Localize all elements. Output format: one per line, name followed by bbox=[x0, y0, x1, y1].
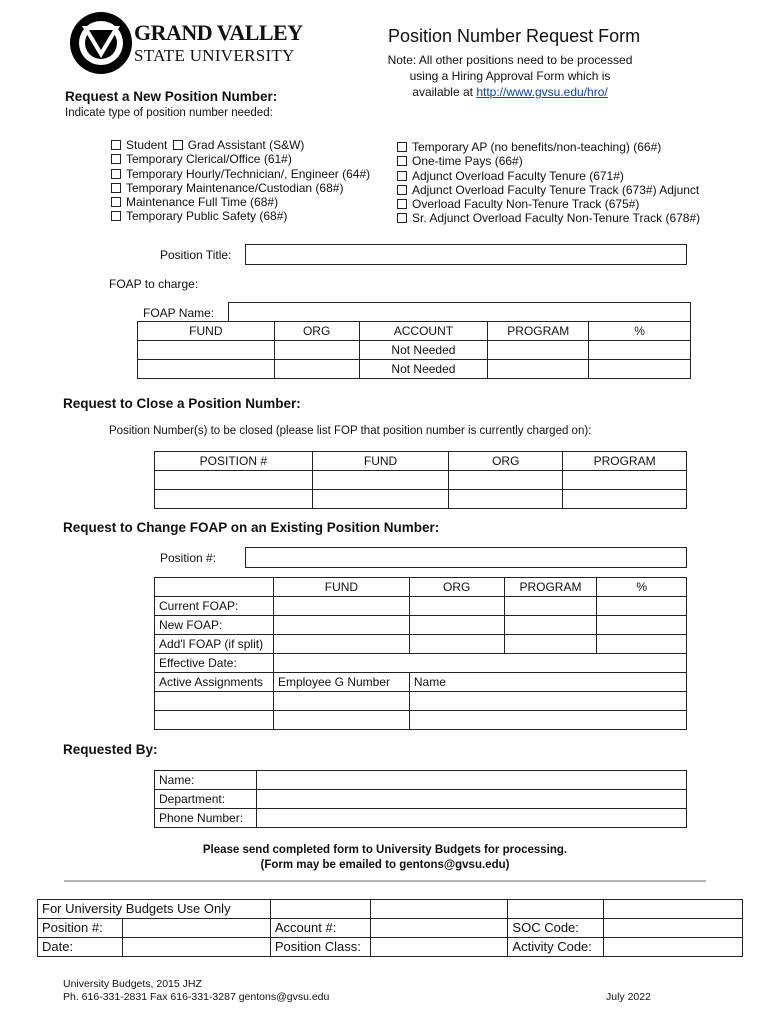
foap-to-charge-label: FOAP to charge: bbox=[109, 277, 199, 291]
option-row bbox=[111, 167, 370, 181]
header-org: ORG bbox=[409, 578, 504, 597]
cell bbox=[604, 900, 743, 919]
cell[interactable] bbox=[409, 597, 504, 616]
checkbox-grad-assistant[interactable] bbox=[173, 140, 183, 150]
cell[interactable] bbox=[312, 471, 449, 490]
checkbox-adjunct-tenure[interactable] bbox=[397, 171, 407, 181]
row-label: Active Assignments bbox=[155, 673, 274, 692]
header-program: PROGRAM bbox=[488, 322, 589, 341]
checkbox-temp-ap[interactable] bbox=[397, 142, 407, 152]
blank-cell bbox=[155, 578, 274, 597]
position-number-input[interactable] bbox=[245, 547, 687, 568]
position-input[interactable] bbox=[122, 919, 270, 938]
requested-by-heading: Requested By: bbox=[63, 742, 158, 757]
program-cell[interactable] bbox=[488, 341, 589, 360]
cell[interactable] bbox=[504, 635, 597, 654]
phone-input[interactable] bbox=[256, 809, 686, 828]
effective-date-cell[interactable] bbox=[273, 654, 686, 673]
gvsu-logo-icon bbox=[68, 10, 134, 76]
header-fund: FUND bbox=[312, 452, 449, 471]
fund-cell[interactable] bbox=[138, 341, 275, 360]
cell[interactable] bbox=[273, 597, 409, 616]
table-row bbox=[138, 341, 691, 360]
cell[interactable] bbox=[155, 471, 313, 490]
option-row bbox=[111, 209, 370, 223]
row-label: SOC Code: bbox=[508, 919, 604, 938]
checkbox-temp-clerical[interactable] bbox=[111, 154, 121, 164]
program-cell[interactable] bbox=[488, 360, 589, 379]
row-label: Current FOAP: bbox=[155, 597, 274, 616]
table-row bbox=[38, 938, 743, 957]
send-note bbox=[150, 843, 620, 873]
fund-cell[interactable] bbox=[138, 360, 275, 379]
logo-line2: STATE UNIVERSITY bbox=[134, 46, 295, 65]
note-line2: using a Hiring Approval Form which is bbox=[409, 69, 611, 83]
option-row bbox=[397, 154, 700, 168]
row-label: Position #: bbox=[38, 919, 123, 938]
option-row bbox=[111, 195, 370, 209]
note-line3 bbox=[366, 84, 654, 100]
table-row bbox=[155, 790, 687, 809]
header-org: ORG bbox=[274, 322, 359, 341]
cell[interactable] bbox=[409, 616, 504, 635]
option-row bbox=[397, 183, 700, 197]
table-row bbox=[155, 692, 687, 711]
budgets-title: For University Budgets Use Only bbox=[38, 900, 271, 919]
right-options bbox=[397, 140, 700, 226]
close-instruction: Position Number(s) to be closed (please list FOP that position number is currently charged on): bbox=[109, 425, 592, 437]
option-row bbox=[111, 181, 370, 195]
checkbox-maintenance-full-time[interactable] bbox=[111, 197, 121, 207]
checkbox-non-tenure-track[interactable] bbox=[397, 199, 407, 209]
table-row bbox=[155, 771, 687, 790]
table-row bbox=[138, 360, 691, 379]
name-input[interactable] bbox=[256, 771, 686, 790]
cell[interactable] bbox=[563, 490, 687, 509]
foap-name-input[interactable] bbox=[228, 302, 691, 322]
checkbox-temp-maintenance[interactable] bbox=[111, 183, 121, 193]
cell[interactable] bbox=[597, 635, 687, 654]
row-label: Activity Code: bbox=[508, 938, 604, 957]
employee-g-header: Employee G Number bbox=[273, 673, 409, 692]
cell bbox=[270, 900, 370, 919]
change-foap-heading: Request to Change FOAP on an Existing Position Number: bbox=[63, 520, 440, 535]
header-fund: FUND bbox=[273, 578, 409, 597]
close-table bbox=[154, 451, 687, 509]
row-label: Name: bbox=[155, 771, 257, 790]
cell[interactable] bbox=[273, 616, 409, 635]
table-row bbox=[155, 673, 687, 692]
checkbox-one-time-pays[interactable] bbox=[397, 156, 407, 166]
cell[interactable] bbox=[449, 471, 563, 490]
option-row bbox=[397, 169, 700, 183]
table-row bbox=[155, 635, 687, 654]
row-label: Phone Number: bbox=[155, 809, 257, 828]
row-label: Date: bbox=[38, 938, 123, 957]
cell[interactable] bbox=[155, 692, 274, 711]
cell[interactable] bbox=[409, 635, 504, 654]
footer-date: July 2022 bbox=[606, 991, 651, 1003]
org-cell[interactable] bbox=[274, 360, 359, 379]
option-row bbox=[397, 140, 700, 154]
option-row bbox=[397, 211, 700, 225]
table-header-row bbox=[138, 322, 691, 341]
table-row bbox=[155, 471, 687, 490]
foap-name-label: FOAP Name: bbox=[143, 306, 215, 320]
requested-by-table bbox=[154, 770, 687, 828]
checkbox-temp-public-safety[interactable] bbox=[111, 211, 121, 221]
name-header: Name bbox=[409, 673, 686, 692]
table-row bbox=[155, 616, 687, 635]
row-label: New FOAP: bbox=[155, 616, 274, 635]
header-org: ORG bbox=[449, 452, 563, 471]
position-class-input[interactable] bbox=[370, 938, 508, 957]
cell[interactable] bbox=[409, 692, 686, 711]
cell[interactable] bbox=[155, 490, 313, 509]
account-cell: Not Needed bbox=[359, 341, 488, 360]
left-options bbox=[111, 138, 370, 224]
option-label: Maintenance Full Time (68#) bbox=[126, 195, 279, 210]
cell[interactable] bbox=[449, 490, 563, 509]
account-input[interactable] bbox=[370, 919, 508, 938]
table-row bbox=[38, 919, 743, 938]
position-type-subheading: Indicate type of position number needed: bbox=[65, 107, 273, 119]
row-label: Account #: bbox=[270, 919, 370, 938]
logo-line1: GRAND VALLEY bbox=[134, 20, 303, 45]
send-note-line2: (Form may be emailed to gentons@gvsu.edu) bbox=[260, 859, 510, 871]
option-label: Sr. Adjunct Overload Faculty Non-Tenure Track (678#) bbox=[412, 211, 701, 226]
header-position: POSITION # bbox=[155, 452, 313, 471]
org-cell[interactable] bbox=[274, 341, 359, 360]
cell[interactable] bbox=[563, 471, 687, 490]
option-row bbox=[397, 197, 700, 211]
percent-cell[interactable] bbox=[589, 341, 691, 360]
footer bbox=[63, 978, 329, 1004]
table-row bbox=[155, 654, 687, 673]
cell[interactable] bbox=[409, 711, 686, 730]
note-line1: Note: All other positions need to be processed bbox=[387, 53, 633, 67]
cell[interactable] bbox=[312, 490, 449, 509]
row-label: Add'l FOAP (if split) bbox=[155, 635, 274, 654]
send-note-line1: Please send completed form to University Budgets for processing. bbox=[202, 844, 568, 856]
close-position-heading: Request to Close a Position Number: bbox=[63, 396, 301, 411]
option-label: Temporary AP (no benefits/non-teaching) (66#) bbox=[412, 140, 662, 154]
header-percent: % bbox=[589, 322, 691, 341]
checkbox-adjunct-tenure-track[interactable] bbox=[397, 185, 407, 195]
position-number-label: Position #: bbox=[160, 551, 217, 565]
note-line3-prefix: available at bbox=[412, 85, 477, 99]
header-account: ACCOUNT bbox=[359, 322, 488, 341]
cell[interactable] bbox=[155, 711, 274, 730]
foap-table bbox=[137, 321, 691, 379]
table-header-row bbox=[155, 452, 687, 471]
table-row bbox=[155, 597, 687, 616]
option-row-student bbox=[111, 138, 370, 152]
option-row bbox=[111, 152, 370, 166]
date-input[interactable] bbox=[122, 938, 270, 957]
hro-link[interactable]: http://www.gvsu.edu/hro/ bbox=[476, 85, 608, 99]
checkbox-sr-adjunct[interactable] bbox=[397, 213, 407, 223]
soc-input[interactable] bbox=[604, 919, 743, 938]
option-label: Grad Assistant (S&W) bbox=[187, 138, 305, 152]
cell[interactable] bbox=[504, 597, 597, 616]
cell[interactable] bbox=[273, 635, 409, 654]
option-label: Adjunct Overload Faculty Tenure Track (673#) Adjunct bbox=[412, 182, 700, 197]
cell[interactable] bbox=[597, 597, 687, 616]
table-row bbox=[38, 900, 743, 919]
new-position-heading: Request a New Position Number: bbox=[65, 89, 278, 104]
activity-input[interactable] bbox=[604, 938, 743, 957]
position-title-label: Position Title: bbox=[160, 248, 232, 262]
cell[interactable] bbox=[273, 692, 409, 711]
option-label: Overload Faculty Non-Tenure Track (675#) bbox=[412, 197, 640, 212]
gvsu-logo bbox=[68, 10, 303, 80]
footer-line2: Ph. 616-331-2831 Fax 616-331-3287 gentons@gvsu.edu bbox=[63, 991, 330, 1003]
table-row bbox=[155, 809, 687, 828]
table-row bbox=[155, 711, 687, 730]
percent-cell[interactable] bbox=[589, 360, 691, 379]
header-percent: % bbox=[597, 578, 687, 597]
cell[interactable] bbox=[273, 711, 409, 730]
row-label: Position Class: bbox=[270, 938, 370, 957]
table-row bbox=[155, 490, 687, 509]
option-label: Student bbox=[126, 138, 168, 152]
budgets-use-table bbox=[37, 899, 743, 957]
option-label: Temporary Clerical/Office (61#) bbox=[126, 152, 292, 167]
option-label: Temporary Public Safety (68#) bbox=[126, 209, 288, 224]
checkbox-temp-hourly[interactable] bbox=[111, 169, 121, 179]
divider bbox=[64, 880, 706, 882]
cell bbox=[370, 900, 508, 919]
account-cell: Not Needed bbox=[359, 360, 488, 379]
header-program: PROGRAM bbox=[563, 452, 687, 471]
option-label: Temporary Maintenance/Custodian (68#) bbox=[126, 180, 344, 195]
checkbox-student[interactable] bbox=[111, 140, 121, 150]
header-fund: FUND bbox=[138, 322, 275, 341]
table-header-row bbox=[155, 578, 687, 597]
form-title: Position Number Request Form bbox=[388, 26, 641, 46]
cell bbox=[508, 900, 604, 919]
note-block bbox=[366, 52, 654, 100]
row-label: Effective Date: bbox=[155, 654, 274, 673]
cell[interactable] bbox=[504, 616, 597, 635]
change-foap-table bbox=[154, 577, 687, 730]
option-label: Adjunct Overload Faculty Tenure (671#) bbox=[412, 168, 624, 183]
option-label: One-time Pays (66#) bbox=[412, 154, 523, 169]
header-program: PROGRAM bbox=[504, 578, 597, 597]
cell[interactable] bbox=[597, 616, 687, 635]
footer-line1: University Budgets, 2015 JHZ bbox=[63, 978, 202, 990]
position-title-input[interactable] bbox=[245, 244, 687, 265]
row-label: Department: bbox=[155, 790, 257, 809]
department-input[interactable] bbox=[256, 790, 686, 809]
option-label: Temporary Hourly/Technician/, Engineer (64#) bbox=[126, 166, 371, 181]
